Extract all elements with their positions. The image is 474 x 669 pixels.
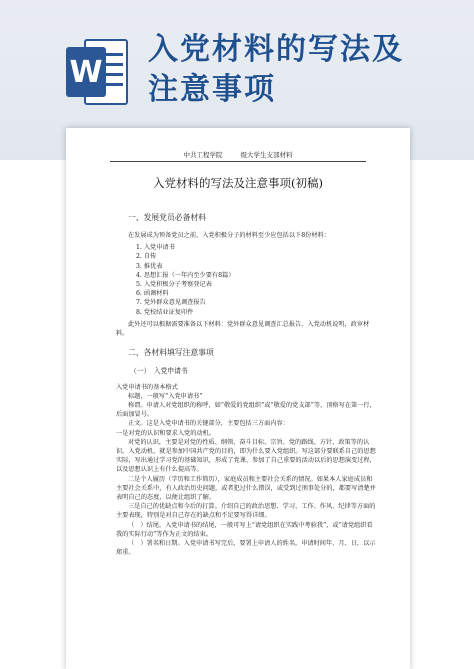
sub1-heading: （一） 入党申请书 [130,367,188,376]
document-page [66,128,410,669]
word-icon-line [103,63,123,66]
doc-header-left: 中共工程学院 [183,151,223,159]
doc-header [118,150,358,159]
section2-heading: 二、各材料填写注意事项 [128,348,214,358]
list-item: 2. 自传 [136,253,157,261]
paragraph: 对党的认识，主要是对党的性质、纲领、奋斗目标、宗旨、党的路线、方针、政策等的认识。入党动机，就是参加中国共产党的目的，即为什么要入党组织。写这部分要联系自己的思想实际，写出通过学习党的基础知识，形成了党课、参加了自己重要的活动以后的思想演变过程，以及思想认识上有什么提高等。 [116,438,376,474]
list-item: 4. 思想汇报（一年内至少要有8篇） [136,271,235,279]
word-document-icon [66,39,128,105]
doc-header-right: 级大学生支部材料 [240,151,293,159]
paragraph: 二是个人履历（学历和工作简历），家庭成员和主要社会关系的情况。如果本人家庭成员和主要社会关系中，有人政治历史问题，或者犯过什么错误，或受到过刑事处分的，都要写清楚并表明自己的态度，以便让组织了解。 [116,475,376,502]
banner-title [148,30,448,110]
paragraph: 一是对党的认识和要求入党的动机。 [116,429,215,437]
word-icon-line [103,83,123,86]
word-icon-letter: W [66,47,106,97]
paragraph: （ ）结尾。入党申请书的结尾，一般可写上“请党组织在实践中考验我”，或“请党组织看我的实际行动”等作为正文的结束。 [116,521,373,538]
section1-heading: 一、发展党员必备材料 [128,213,206,222]
word-icon-line [103,73,123,76]
list-item: 3. 推优表 [136,262,163,270]
section1-intro: 在发展成为预备党员之前，入党积极分子的材料至少应包括以下8份材料： [128,232,330,239]
header-rule [110,161,366,162]
banner-title-line1: 入党材料的写法及 [148,32,404,67]
materials-list [136,243,378,317]
paragraph: 入党申请书的基本格式 [116,383,178,391]
list-item: 7. 党外群众意见调查报告 [136,299,206,307]
section1-note: 此外还可以根据需要准备以下材料：党外群众意见调查汇总报告，入党动机说明，政审材料。 [116,320,370,338]
paragraph: （ ）署名和日期。入党申请书写完后，要署上申请人的姓名，申请时间年、月、日，以示郑重。 [116,540,376,557]
doc-title: 入党材料的写法及注意事项(初稿) [153,176,323,190]
list-item: 1. 入党申请书 [136,244,175,252]
word-icon-line [103,53,123,56]
paragraph: 三是自己的优缺点和今后的打算。介绍自己的政治思想、学习、工作、作风、纪律等方面的主要表现，特别是对自己存在的缺点和不足要写得详细。 [116,503,376,520]
list-item: 8. 党校结业证复印件 [136,308,194,316]
list-item: 5. 入党积极分子考察登记表 [136,281,212,289]
list-item: 6. 函调材料 [136,290,169,298]
banner-title-line2: 注意事项 [148,72,276,107]
paragraph: 标题，一般写“入党申请书” [128,392,203,400]
paragraph: 称谓。申请人对党组织的称呼，如“敬爱的党组织”或“敬爱的党支部”等，顶格写在第一行，后面加冒号。 [116,402,376,419]
paragraph: 正文。这是入党申请书的关键部分，主要包括三方面内容： [128,420,289,428]
doc-body [116,208,378,558]
